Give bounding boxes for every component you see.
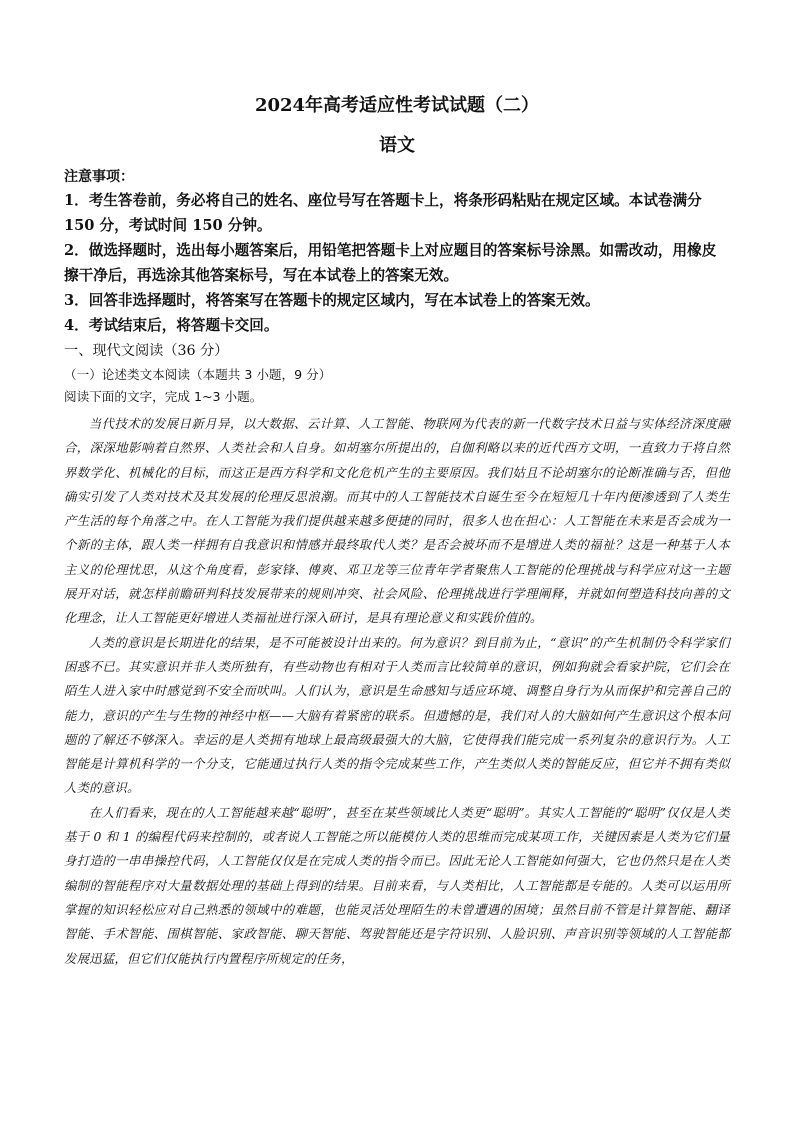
passage-paragraph-3: 在人们看来，现在的人工智能越来越“聪明”，甚至在某些领域比人类更“聪明”。其实人工智能的“聪明”仅仅是人类基于 0 和 1 的编程代码来控制的，或者说人工智能之所以能模仿人类的思维而完成某项工作，关键因素是人类为它们量身打造的一串串操控代码，人工智能仅仅是在完成人类的指令而已。因此无论人工智能如何强大，它也仍然只是在人类编制的智能程序对大量数据处理的基础上得到的结果。目前来看，与人类相比，人工智能都是专能的。人类可以运用所掌握的知识轻松应对自己熟悉的领域中的难题，也能灵活处理陌生的未曾遭遇的困境；虽然目前不管是计算智能、翻译智能、手术智能、围棋智能、家政智能、聊天智能、驾驶智能还是字符识别、人脸识别、声音识别等领域的人工智能都发展迅猛，但它们仅能执行内置程序所规定的任务， xyxy=(64,804,730,966)
reading-passage xyxy=(64,412,730,971)
section-heading: 一、现代文阅读（36 分） xyxy=(64,343,229,359)
subject-title: 语文 xyxy=(379,135,415,156)
exam-title: 2024年高考适应性考试试题（二） xyxy=(254,95,540,116)
notice-item-2: 2．做选择题时，选出每小题答案后，用铅笔把答题卡上对应题目的答案标号涂黑。如需改动，用橡皮擦干净后，再选涂其他答案标号，写在本试卷上的答案无效。 xyxy=(64,242,717,284)
passage-paragraph-1: 当代技术的发展日新月异，以大数据、云计算、人工智能、物联网为代表的新一代数字技术日益与实体经济深度融合，深深地影响着自然界、人类社会和人自身。如胡塞尔所提出的，自伽利略以来的近代西方文明，一直致力于将自然界数学化、机械化的目标，而这正是西方科学和文化危机产生的主要原因。我们姑且不论胡塞尔的论断准确与否，但他确实引发了人类对技术及其发展的伦理反思浪潮。而其中的人工智能技术自诞生至今在短短几十年内便渗透到了人类生产生活的每个角落之中。在人工智能为我们提供越来越多便捷的同时，很多人也在担心：人工智能在未来是否会成为一个新的主体，跟人类一样拥有自我意识和情感并最终取代人类？是否会被坏而不是增进人类的福祉？这是一种基于人本主义的伦理忧思，从这个角度看，彭家锋、傅爽、邓卫龙等三位青年学者聚焦人工智能的伦理挑战与科学应对这一主题展开对话，就怎样前瞻研判科技发展带来的规则冲突、社会风险、伦理挑战进行学理阐释，并就如何塑造科技向善的文化理念，让人工智能更好增进人类福祉进行深入研讨，是具有理论意义和实践价值的。 xyxy=(64,416,730,626)
notice-heading: 注意事项： xyxy=(64,169,134,185)
notice-block xyxy=(64,166,730,338)
passage-paragraph-2: 人类的意识是长期进化的结果，是不可能被设计出来的。何为意识？到目前为止，“意识”的产生机制仍令科学家们困惑不已。其实意识并非人类所独有，有些动物也有相对于人类而言比较简单的意识，例如狗就会看家护院，它们会在陌生人进入家中时感觉到不安全而吠叫。人们认为，意识是生命感知与适应环境、调整自身行为从而保护和完善自己的能力，意识的产生与生物的神经中枢——大脑有着紧密的联系。但遗憾的是，我们对人的大脑如何产生意识这个根本问题的了解还不够深入。幸运的是人类拥有地球上最高级最强大的大脑，它使得我们能完成一系列复杂的意识行为。人工智能是计算机科学的一个分支，它能通过执行人类的指令完成某些工作，产生类似人类的智能反应，但它并不拥有类似人类的意识。 xyxy=(64,634,730,796)
notice-item-3: 3．回答非选择题时，将答案写在答题卡的规定区域内，写在本试卷上的答案无效。 xyxy=(64,292,600,309)
section-subheading: （一）论述类文本阅读（本题共 3 小题，9 分） xyxy=(64,367,332,382)
reading-instruction: 阅读下面的文字，完成 1~3 小题。 xyxy=(64,389,263,404)
notice-item-4: 4．考试结束后，将答题卡交回。 xyxy=(64,317,279,334)
notice-item-1: 1．考生答卷前，务必将自己的姓名、座位号写在答题卡上，将条形码粘贴在规定区域。本试卷满分 150 分，考试时间 150 分钟。 xyxy=(64,192,702,234)
